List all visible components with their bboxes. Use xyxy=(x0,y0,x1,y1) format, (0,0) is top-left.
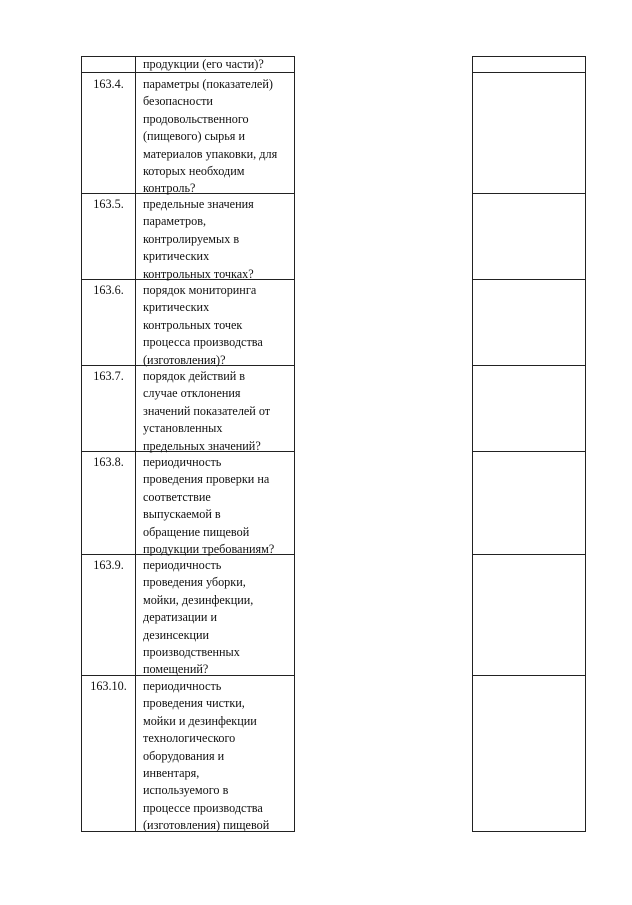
question-line: предельных значений? xyxy=(143,438,261,453)
question-line: соответствие xyxy=(143,489,211,504)
question-line: (изготовления) пищевой xyxy=(143,818,270,833)
question-line: значений показателей от xyxy=(143,403,271,418)
question-line: (пищевого) сырья и xyxy=(143,129,245,144)
question-line: используемого в xyxy=(143,783,229,798)
question-line: параметров, xyxy=(143,214,207,229)
question-line: контрольных точках? xyxy=(143,266,254,281)
question-text xyxy=(143,454,274,558)
question-line: процессе производства xyxy=(143,800,263,815)
question-line: параметры (показателей) xyxy=(143,77,273,91)
question-line: предельные значения xyxy=(143,197,254,211)
row-divider xyxy=(473,451,585,452)
question-text xyxy=(143,196,254,283)
question-line: технологического xyxy=(143,731,236,746)
question-line: периодичность xyxy=(143,455,222,469)
question-line: материалов упаковки, для xyxy=(143,146,278,161)
question-line: установленных xyxy=(143,421,223,436)
question-line: критических xyxy=(143,249,210,264)
question-line: периодичность xyxy=(143,558,222,572)
row-number: 163.10. xyxy=(90,679,127,693)
question-text xyxy=(143,282,263,369)
question-line: контроль? xyxy=(143,181,196,196)
row-divider xyxy=(473,279,585,280)
question-line: продовольственного xyxy=(143,111,249,126)
question-line: инвентаря, xyxy=(143,766,200,781)
row-number: 163.7. xyxy=(93,369,124,383)
question-line: мойки и дезинфекции xyxy=(143,713,257,728)
question-line: оборудования и xyxy=(143,748,225,763)
row-divider xyxy=(473,554,585,555)
answers-column xyxy=(472,56,586,832)
question-line: контрольных точек xyxy=(143,317,243,332)
question-line: порядок действий в xyxy=(143,369,246,383)
row-divider xyxy=(473,675,585,676)
question-line: проведения проверки на xyxy=(143,472,270,487)
question-text xyxy=(143,678,269,835)
row-divider xyxy=(473,193,585,194)
row-number: 163.9. xyxy=(93,558,124,572)
question-line: которых необходим xyxy=(143,164,245,179)
row-number: 163.8. xyxy=(93,455,124,469)
question-text xyxy=(143,557,253,679)
questions-table xyxy=(81,56,295,832)
question-line: помещений? xyxy=(143,662,209,677)
question-line: обращение пищевой xyxy=(143,524,250,539)
row-number: 163.5. xyxy=(93,197,124,211)
row-number: 163.6. xyxy=(93,283,124,297)
question-line: дезинсекции xyxy=(143,627,210,642)
row-divider xyxy=(473,365,585,366)
question-line: проведения уборки, xyxy=(143,575,246,590)
question-text xyxy=(143,76,277,198)
question-line: безопасности xyxy=(143,94,213,109)
question-line: продукции требованиям? xyxy=(143,542,275,557)
question-line: дератизации и xyxy=(143,610,218,625)
row-number: 163.4. xyxy=(93,77,124,91)
question-line: производственных xyxy=(143,645,240,660)
question-line: случае отклонения xyxy=(143,386,241,401)
row-divider xyxy=(473,72,585,73)
question-line: (изготовления)? xyxy=(143,352,226,367)
question-line: порядок мониторинга xyxy=(143,283,257,297)
question-line: критических xyxy=(143,300,210,315)
question-line: периодичность xyxy=(143,679,222,693)
question-line: выпускаемой в xyxy=(143,507,221,522)
column-divider xyxy=(135,57,136,831)
question-line: процесса производства xyxy=(143,335,263,350)
question-line: проведения чистки, xyxy=(143,696,245,711)
question-text xyxy=(143,368,270,455)
question-line: продукции (его части)? xyxy=(143,57,264,71)
question-text xyxy=(143,56,264,73)
question-line: контролируемых в xyxy=(143,231,240,246)
question-line: мойки, дезинфекции, xyxy=(143,592,254,607)
